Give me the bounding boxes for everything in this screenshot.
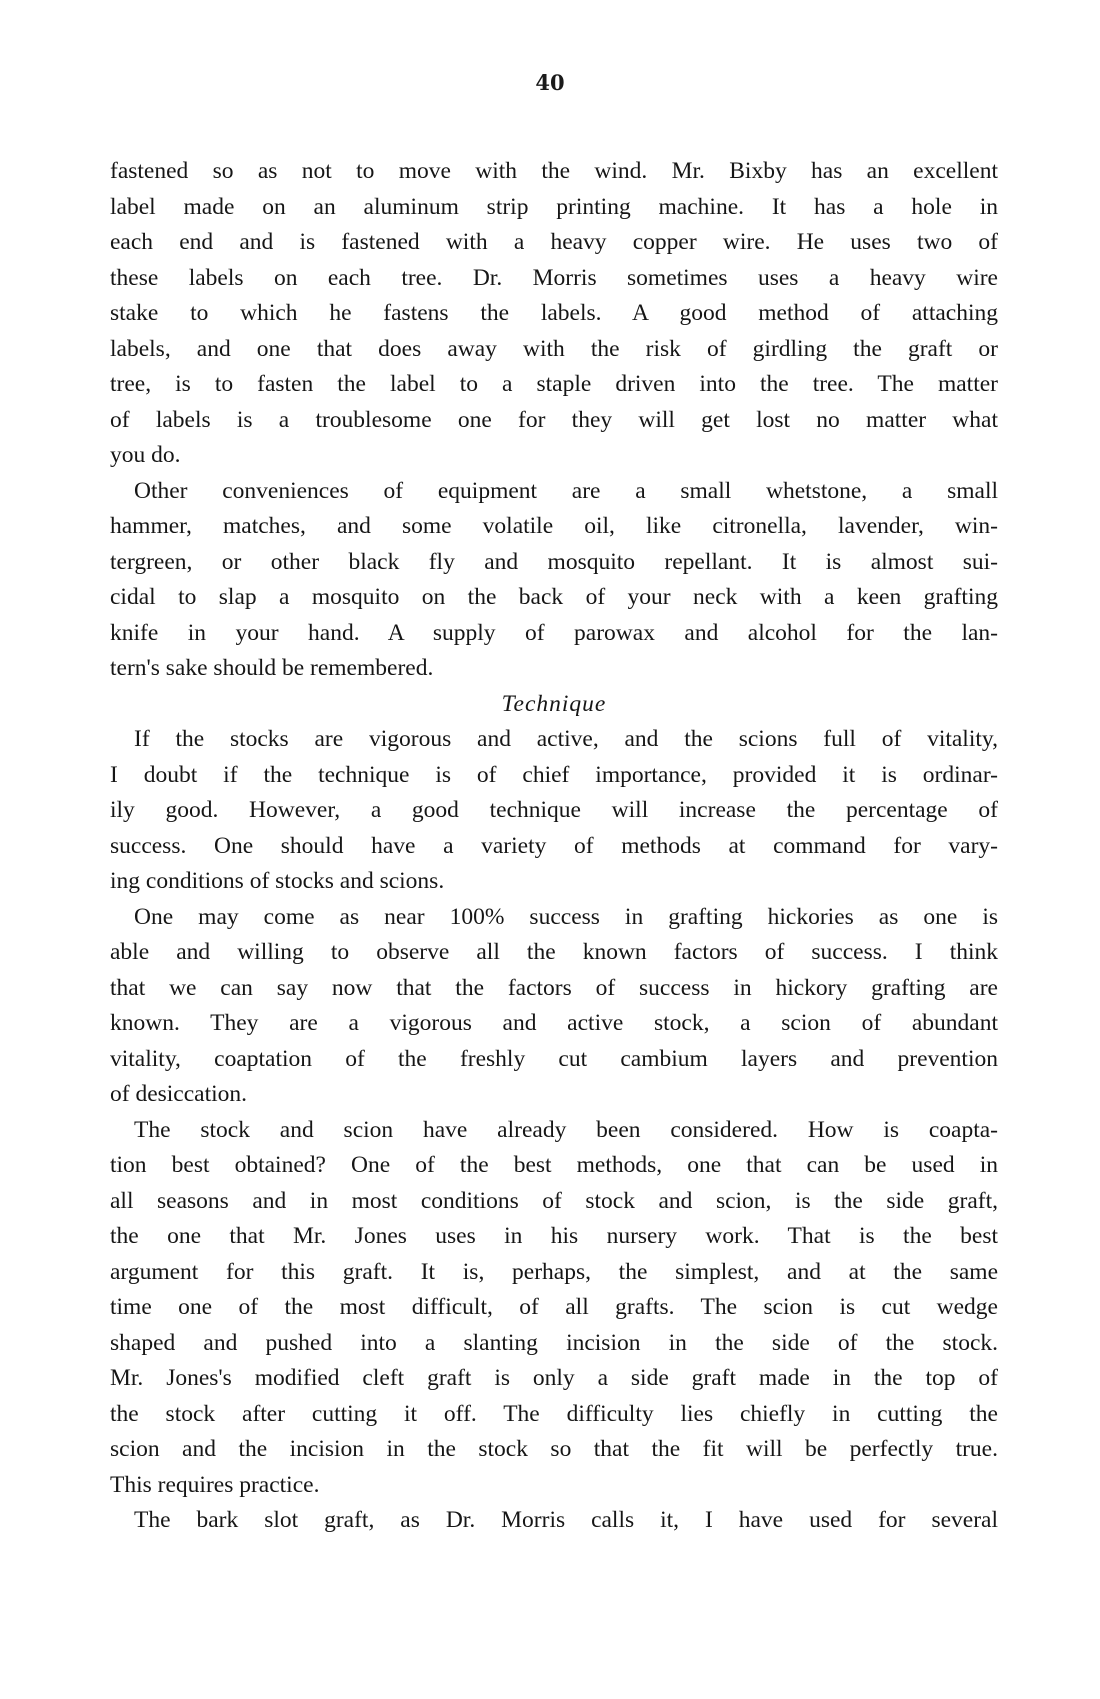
text-line: scion and the incision in the stock so that the fit will be perfectly true. xyxy=(110,1436,998,1462)
text-line: tion best obtained? One of the best methods, one that can be used in xyxy=(110,1152,998,1178)
section-heading: Technique xyxy=(501,690,607,717)
text-line: each end and is fastened with a heavy copper wire. He uses two of xyxy=(110,229,998,255)
body-text xyxy=(110,154,998,1539)
text-line: the one that Mr. Jones uses in his nursery work. That is the best xyxy=(110,1223,998,1249)
text-line: argument for this graft. It is, perhaps, the simplest, and at the same xyxy=(110,1258,998,1285)
page-number: 40 xyxy=(535,70,565,95)
text-line: hammer, matches, and some volatile oil, like citronella, lavender, win- xyxy=(110,513,998,539)
text-line: vitality, coaptation of the freshly cut cambium layers and prevention xyxy=(110,1045,998,1072)
text-line: you do. xyxy=(110,442,181,468)
text-line: The bark slot graft, as Dr. Morris calls it, I have used for several xyxy=(134,1507,998,1533)
paragraph xyxy=(110,900,998,1113)
text-line: Mr. Jones's modified cleft graft is only a side graft made in the top of xyxy=(110,1365,998,1391)
text-line: tree, is to fasten the label to a staple driven into the tree. The matter xyxy=(110,371,998,397)
text-line: tern's sake should be remembered. xyxy=(110,655,434,681)
text-line: of desiccation. xyxy=(110,1081,248,1107)
paragraph xyxy=(110,474,998,687)
text-line: Other conveniences of equipment are a small whetstone, a small xyxy=(134,477,998,504)
text-line: One may come as near 100% success in grafting hickories as one is xyxy=(134,903,998,930)
paragraph xyxy=(110,1503,998,1539)
text-line: This requires practice. xyxy=(110,1471,320,1498)
text-line: If the stocks are vigorous and active, and the scions full of vitality, xyxy=(134,726,998,752)
text-line: I doubt if the technique is of chief importance, provided it is ordinar- xyxy=(110,761,998,788)
text-line: these labels on each tree. Dr. Morris sometimes uses a heavy wire xyxy=(110,264,998,291)
text-line: of labels is a troublesome one for they will get lost no matter what xyxy=(110,406,998,433)
text-line: ing conditions of stocks and scions. xyxy=(110,868,445,894)
text-line: The stock and scion have already been considered. How is coapta- xyxy=(134,1116,998,1143)
paragraph xyxy=(110,154,998,474)
text-line: all seasons and in most conditions of stock and scion, is the side graft, xyxy=(110,1187,998,1214)
paragraph xyxy=(110,1113,998,1504)
text-line: known. They are a vigorous and active stock, a scion of abundant xyxy=(110,1010,998,1036)
text-line: knife in your hand. A supply of parowax and alcohol for the lan- xyxy=(110,619,998,646)
text-line: time one of the most difficult, of all grafts. The scion is cut wedge xyxy=(110,1294,998,1320)
text-line: tergreen, or other black fly and mosquito repellant. It is almost sui- xyxy=(110,548,998,575)
text-line: label made on an aluminum strip printing machine. It has a hole in xyxy=(110,193,998,220)
text-line: ily good. However, a good technique will increase the percentage of xyxy=(110,797,998,823)
text-line: labels, and one that does away with the risk of girdling the graft or xyxy=(110,335,998,362)
paragraph xyxy=(110,722,998,900)
text-line: cidal to slap a mosquito on the back of your neck with a keen grafting xyxy=(110,584,998,610)
text-line: stake to which he fastens the labels. A good method of attaching xyxy=(110,300,998,326)
text-line: shaped and pushed into a slanting incision in the side of the stock. xyxy=(110,1329,998,1356)
text-line: fastened so as not to move with the wind. Mr. Bixby has an excellent xyxy=(110,158,998,184)
text-line: able and willing to observe all the known factors of success. I think xyxy=(110,939,998,965)
text-line: the stock after cutting it off. The difficulty lies chiefly in cutting the xyxy=(110,1400,998,1427)
text-line: that we can say now that the factors of success in hickory grafting are xyxy=(110,974,998,1001)
text-line: success. One should have a variety of methods at command for vary- xyxy=(110,832,998,859)
